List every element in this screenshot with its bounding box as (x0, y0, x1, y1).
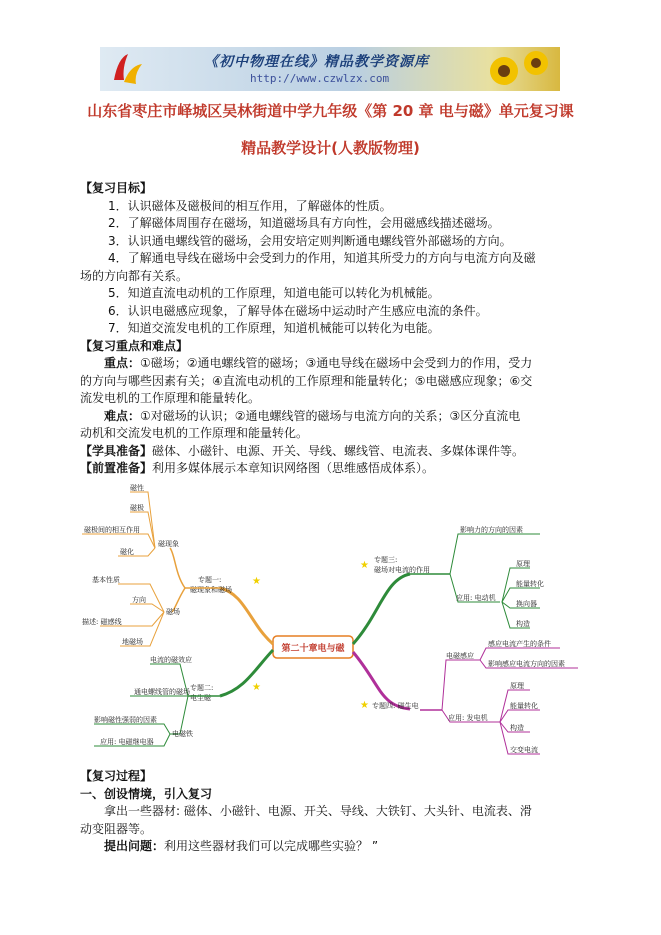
key-label: 重点： (104, 356, 141, 370)
topic1-branch-a-line (170, 548, 185, 588)
key-text: 的方向与哪些因素有关；④直流电动机的工作原理和能量转化；⑤电磁感应现象；⑥交 (80, 373, 533, 388)
banner-url[interactable]: http://www.czwlzx.com (250, 72, 390, 85)
topic4-line1: 专题四: 磁生电 (372, 702, 419, 710)
prep-heading: 【前置准备】 (80, 461, 153, 475)
topic3-app-item: 构造 (516, 620, 530, 628)
topic3-app-item: 换向器 (516, 600, 537, 608)
question-label: 提出问题： (104, 839, 165, 853)
topic4-branch: 电磁感应 (446, 652, 474, 660)
topic3-line2: 磁场对电流的作用 (374, 566, 430, 574)
topic3-item: 影响力的方向的因素 (460, 526, 523, 534)
goal-item: 2．了解磁体周围存在磁场，知道磁场具有方向性，会用磁感线描述磁场。 (108, 216, 500, 230)
topic4-app-item: 能量转化 (510, 702, 538, 710)
mindmap-center: 第二十章电与磁 (281, 644, 345, 654)
goal-item: 1．认识磁体及磁极间的相互作用，了解磁体的性质。 (108, 198, 392, 213)
topic3-app-item: 原理 (516, 560, 530, 568)
topic2-connector (220, 650, 273, 696)
topic3-app-item: 能量转化 (516, 580, 544, 588)
branch-a-line (82, 534, 155, 548)
key-text: 流发电机的工作原理和能量转化。 (80, 391, 261, 405)
branch-a-item: 磁极 (130, 504, 144, 512)
goal-item-continued: 场的方向都有关系。 (80, 268, 189, 283)
star-icon: ★ (360, 700, 369, 711)
question-text: 利用这些器材我们可以完成哪些实验？ ” (164, 839, 379, 853)
topic1-branch-a: 磁现象 (158, 540, 179, 548)
header-banner (100, 47, 560, 91)
branch-b-item: 基本性质 (92, 576, 120, 584)
branch-a-item: 磁性 (130, 484, 144, 492)
goal-item: 7．知道交流发电机的工作原理，知道机械能可以转化为电能。 (108, 321, 440, 335)
topic4-app: 应用: 发电机 (448, 714, 488, 722)
star-icon: ★ (252, 682, 261, 693)
branch-b-item: 描述: 磁感线 (82, 618, 122, 626)
topic4-app-item: 原理 (510, 682, 524, 690)
topic2-sub-line (94, 724, 170, 734)
topic4-sub-line (480, 648, 560, 660)
topic3-line1: 专题三: (374, 556, 398, 564)
step1-text: 拿出一些器材: 磁体、小磁针、电源、开关、导线、大铁钉、大头针、电流表、滑 (104, 804, 532, 818)
hard-text: 动机和交流发电机的工作原理和能量转化。 (80, 426, 309, 440)
tools-heading: 【学具准备】 (80, 443, 153, 458)
goal-item: 6．认识电磁感应现象，了解导体在磁场中运动时产生感应电流的条件。 (108, 303, 488, 318)
topic3-app: 应用: 电动机 (456, 594, 496, 602)
sunflower-icon (474, 49, 554, 89)
goals-heading: 【复习目标】 (80, 181, 153, 195)
step1-text: 动变阻器等。 (80, 821, 153, 836)
hard-text: ①对磁场的认识；②通电螺线管的磁场与电流方向的关系；③区分直流电 (140, 408, 521, 423)
banner-title: 《初中物理在线》精品教学资源库 (204, 54, 429, 70)
review-goals-block (80, 180, 580, 478)
topic2-line2: 电生磁 (190, 694, 211, 702)
branch-a-item: 磁极间的相互作用 (84, 526, 140, 534)
topic2-sub: 影响磁性强弱的因素 (94, 716, 157, 724)
topic4-sub: 影响感应电流方向的因素 (488, 660, 565, 668)
topic3-connector (353, 574, 410, 644)
knowledge-mindmap (80, 484, 580, 764)
topic1-connector (220, 588, 273, 644)
key-points-heading: 【复习重点和难点】 (80, 338, 189, 353)
topic1-line1: 专题一: (198, 576, 222, 584)
topic2-branch: 电磁铁 (172, 730, 193, 738)
branch-a-item: 磁化 (120, 548, 134, 556)
doc-title-line2: 精品教学设计(人教版物理) (241, 139, 420, 157)
review-process-block (80, 768, 580, 856)
key-text: ①磁场；②通电螺线管的磁场；③通电导线在磁场中会受到力的作用，受力 (140, 356, 533, 370)
topic2-item: 电流的磁效应 (150, 656, 192, 664)
topic2-branch-line (170, 696, 188, 734)
logo-icon (108, 50, 146, 88)
star-icon: ★ (252, 576, 261, 587)
topic1-branch-b: 磁场 (166, 608, 180, 616)
branch-b-item: 方向 (132, 596, 146, 604)
topic4-app-item: 交变电流 (510, 746, 538, 754)
doc-title-line1: 山东省枣庄市峄城区吴林街道中学九年级《第 20 章 电与磁》单元复习课 (87, 102, 574, 120)
goal-item: 3．认识通电螺线管的磁场，会用安培定则判断通电螺线管外部磁场的方向。 (108, 233, 512, 248)
hard-label: 难点： (104, 408, 141, 423)
topic1-line2: 磁现象和磁场 (190, 586, 232, 594)
process-heading: 【复习过程】 (80, 769, 153, 783)
topic4-app-item: 构造 (510, 724, 524, 732)
topic2-line1: 专题二: (190, 684, 214, 692)
step1-heading: 一、创设情境，引入复习 (80, 786, 213, 801)
topic4-sub: 感应电流产生的条件 (488, 640, 551, 648)
prep-text: 利用多媒体展示本章知识网络图（思维感悟成体系）。 (152, 461, 435, 475)
topic4-app-sub-line (500, 710, 540, 722)
branch-b-line (130, 604, 164, 612)
star-icon: ★ (360, 560, 369, 571)
tools-text: 磁体、小磁针、电源、开关、导线、螺线管、电流表、多媒体课件等。 (152, 443, 525, 458)
topic2-sub: 应用: 电磁继电器 (100, 738, 154, 746)
topic4-branch-line (442, 660, 480, 710)
branch-b-item: 地磁场 (122, 638, 143, 646)
goal-item: 4．了解通电导线在磁场中会受到力的作用，知道其所受力的方向与电流方向及磁 (108, 251, 536, 265)
topic2-item: 通电螺线管的磁场 (134, 688, 190, 696)
goal-item: 5．知道直流电动机的工作原理，知道电能可以转化为机械能。 (108, 286, 440, 300)
